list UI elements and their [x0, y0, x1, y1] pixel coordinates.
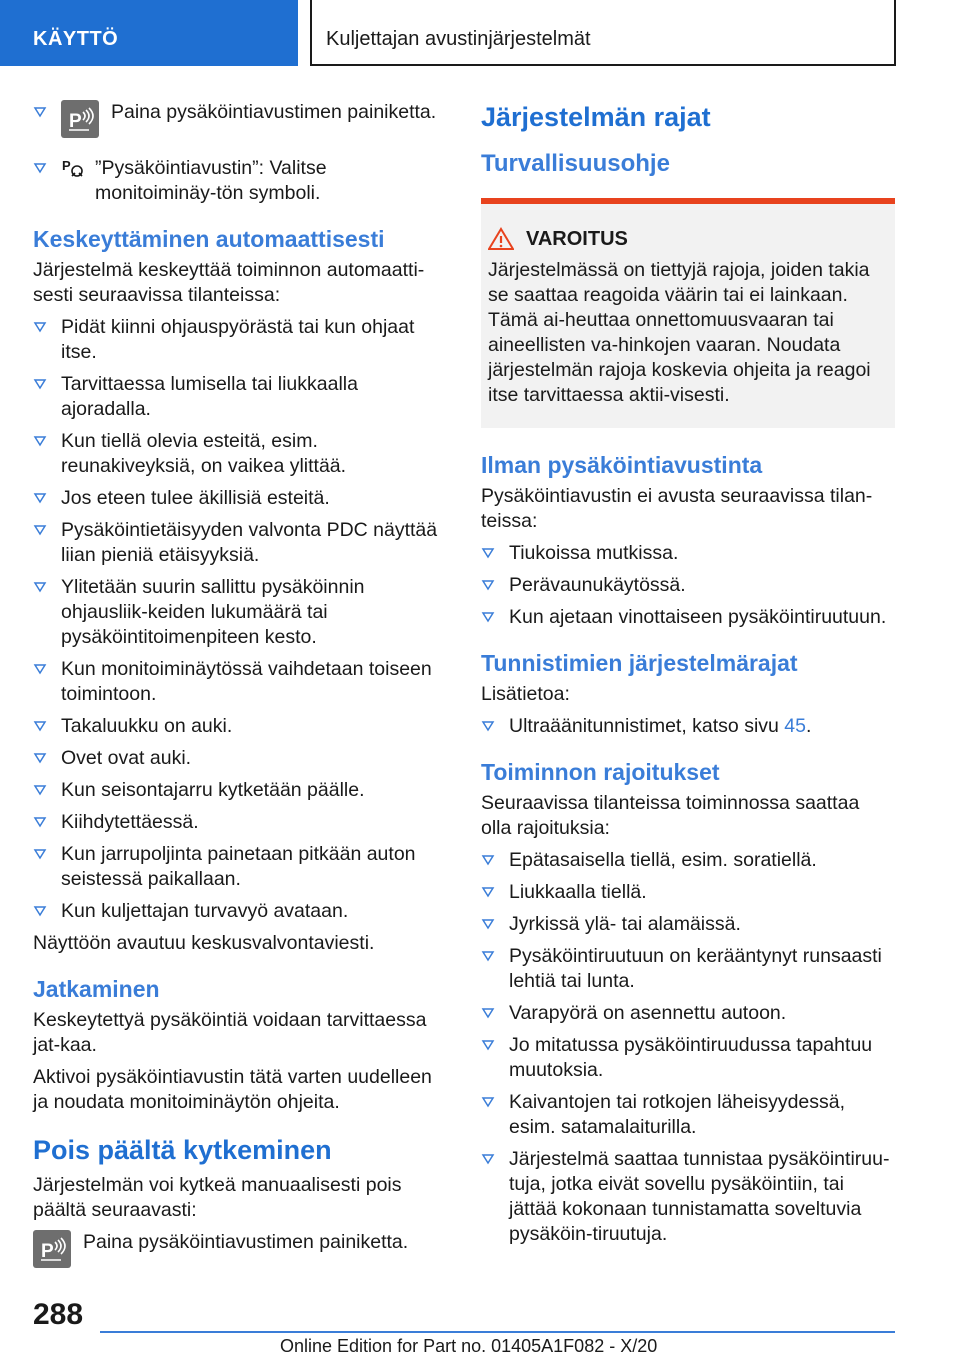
paragraph: Lisätietoa: [481, 683, 570, 705]
triangle-bullet-icon [33, 659, 47, 679]
list-item [33, 429, 447, 479]
list-item [33, 842, 447, 892]
list-item-text: ”Pysäköintiavustin”: Valitse monitoiminäy-tön symboli. [95, 157, 327, 204]
list-item-text: Varapyörä on asennettu autoon. [509, 1002, 787, 1024]
step-text: Paina pysäköintiavustimen painiketta. [83, 1231, 409, 1253]
list-item-text: Pysäköintietäisyyden valvonta PDC näyttää liian pieniä etäisyyksiä. [61, 519, 438, 566]
list-item [33, 156, 447, 206]
triangle-bullet-icon [481, 1035, 495, 1055]
list-item [33, 486, 447, 511]
list-item [33, 518, 447, 568]
list-item [33, 372, 447, 422]
heading-system-limits: Järjestelmän rajat [481, 102, 711, 132]
list-item [481, 880, 895, 905]
list-item [33, 746, 447, 771]
list-item [33, 714, 447, 739]
list-item [481, 1033, 895, 1083]
paragraph: Keskeytettyä pysäköintiä voidaan tarvittaessa jat-kaa. [33, 1009, 427, 1056]
triangle-bullet-icon [33, 431, 47, 451]
warning-box [481, 198, 895, 428]
triangle-bullet-icon [33, 716, 47, 736]
list-item [33, 778, 447, 803]
triangle-bullet-icon [481, 543, 495, 563]
triangle-bullet-icon [33, 158, 47, 178]
warning-title [488, 226, 887, 252]
list-item [33, 315, 447, 365]
list-item-text: Kiihdytettäessä. [61, 811, 199, 833]
list-item-text: Ultraäänitunnistimet, katso sivu [509, 715, 785, 737]
list-item-text: Järjestelmä saattaa tunnistaa pysäköintiruu-tuja, jotka eivät sovellu pysäköintiin, tai jättää kokonaan tunnistamatta soveltuvia pysäköin-tiruutuja. [509, 1148, 890, 1245]
list-item [481, 912, 895, 937]
triangle-bullet-icon [33, 520, 47, 540]
triangle-bullet-icon [481, 716, 495, 736]
list-item-text: Kun ajetaan vinottaiseen pysäköintiruutuun. [509, 606, 887, 628]
list-item [33, 575, 447, 650]
list-item-text: Paina pysäköintiavustimen painiketta. [111, 101, 437, 123]
heading-safety: Turvallisuusohje [481, 150, 670, 177]
section-tab [0, 0, 298, 66]
list-item-text: Takaluukku on auki. [61, 715, 233, 737]
list-item-text: Jos eteen tulee äkillisiä esteitä. [61, 487, 330, 509]
list-item [33, 100, 447, 138]
section-label: KÄYTTÖ [33, 28, 119, 50]
list-item-text: Ovet ovat auki. [61, 747, 192, 769]
right-column [481, 100, 895, 1254]
heading-interrupt: Keskeyttäminen automaattisesti [33, 226, 385, 252]
list-item-text: Perävaunukäytössä. [509, 574, 686, 596]
list-item-text: Kun monitoiminäytössä vaihdetaan toiseen toimintoon. [61, 658, 432, 705]
triangle-bullet-icon [33, 577, 47, 597]
triangle-bullet-icon [481, 1003, 495, 1023]
list-item-text: Kun seisontajarru kytketään päälle. [61, 779, 365, 801]
heading-continue: Jatkaminen [33, 976, 160, 1002]
interrupt-list [33, 315, 447, 924]
heading-switch-off: Pois päältä kytkeminen [33, 1135, 332, 1165]
triangle-bullet-icon [481, 946, 495, 966]
list-item [481, 1147, 895, 1247]
list-item-text: Kun tiellä olevia esteitä, esim. reunakiveyksiä, on vaikea ylittää. [61, 430, 347, 477]
paragraph: Järjestelmä keskeyttää toiminnon automaatti-sesti seuraavissa tilanteissa: [33, 259, 425, 306]
page-link[interactable]: 45 [784, 715, 806, 737]
park-assist-button-icon [61, 100, 99, 138]
switch-off-step [33, 1230, 447, 1268]
warning-text: Järjestelmässä on tiettyjä rajoja, joiden takia se saattaa reagoida väärin tai ei lainkaan. Tämä ai-heuttaa onnettomuusvaaran tai aineellisten va-hinkojen vaaran. Noudata järjestelmän rajoja koskevia ohjeita ja reagoi itse tarvittaessa aktii-visesti. [488, 259, 871, 406]
triangle-bullet-icon [33, 780, 47, 800]
edition-text: Online Edition for Part no. 01405A1F082 - X/20 [280, 1336, 658, 1356]
paragraph: Aktivoi pysäköintiavustin tätä varten uudelleen ja noudata monitoiminäytön ohjeita. [33, 1066, 432, 1113]
triangle-bullet-icon [33, 488, 47, 508]
list-item-text: Tiukoissa mutkissa. [509, 542, 679, 564]
paragraph: Näyttöön avautuu keskusvalvontaviesti. [33, 932, 375, 954]
left-column [33, 100, 447, 1268]
paragraph: Pysäköintiavustin ei avusta seuraavissa tilan-teissa: [481, 485, 873, 532]
svg-text:P: P [69, 111, 82, 132]
park-assist-symbol-icon [61, 156, 87, 180]
without-list [481, 541, 895, 630]
list-item-text: Jo mitatussa pysäköintiruudussa tapahtuu muutoksia. [509, 1034, 873, 1081]
page-number: 288 [33, 1298, 84, 1331]
list-item-text: Liukkaalla tiellä. [509, 881, 647, 903]
function-list [481, 848, 895, 1247]
triangle-bullet-icon [33, 844, 47, 864]
paragraph: Järjestelmän voi kytkeä manuaalisesti pois päältä seuraavasti: [33, 1174, 402, 1221]
triangle-bullet-icon [481, 607, 495, 627]
warning-triangle-icon [488, 227, 514, 251]
triangle-bullet-icon [481, 1092, 495, 1112]
triangle-bullet-icon [33, 317, 47, 337]
chapter-tab [310, 0, 896, 66]
list-item [481, 944, 895, 994]
triangle-bullet-icon [33, 102, 47, 122]
list-item [481, 848, 895, 873]
triangle-bullet-icon [481, 850, 495, 870]
list-item [481, 714, 895, 739]
triangle-bullet-icon [33, 812, 47, 832]
triangle-bullet-icon [481, 575, 495, 595]
list-item-text: Kun kuljettajan turvavyö avataan. [61, 900, 349, 922]
list-item [33, 657, 447, 707]
list-item-end: . [806, 715, 812, 737]
list-item [33, 810, 447, 835]
svg-text:P: P [41, 1241, 54, 1262]
list-item-text: Kaivantojen tai rotkojen läheisyydessä, esim. satamalaiturilla. [509, 1091, 846, 1138]
list-item-text: Tarvittaessa lumisella tai liukkaalla ajoradalla. [61, 373, 358, 420]
footer-divider [100, 1331, 895, 1333]
chapter-label: Kuljettajan avustinjärjestelmät [326, 28, 591, 50]
paragraph: Seuraavissa tilanteissa toiminnossa saattaa olla rajoituksia: [481, 792, 860, 839]
list-item-text: Pidät kiinni ohjauspyörästä tai kun ohjaat itse. [61, 316, 415, 363]
triangle-bullet-icon [481, 914, 495, 934]
list-item [481, 1001, 895, 1026]
page-header [0, 0, 960, 66]
list-item [481, 605, 895, 630]
list-item-text: Kun jarrupoljinta painetaan pitkään auton seistessä paikallaan. [61, 843, 416, 890]
triangle-bullet-icon [33, 374, 47, 394]
triangle-bullet-icon [33, 748, 47, 768]
list-item [481, 1090, 895, 1140]
park-assist-button-icon [33, 1230, 71, 1268]
triangle-bullet-icon [33, 901, 47, 921]
list-item-text: Jyrkissä ylä- tai alamäissä. [509, 913, 741, 935]
list-item-text: Epätasaisella tiellä, esim. soratiellä. [509, 849, 817, 871]
svg-text:P: P [62, 158, 71, 173]
warning-title-text: VAROITUS [526, 228, 628, 250]
heading-without-assist: Ilman pysäköintiavustinta [481, 452, 763, 478]
list-item [481, 573, 895, 598]
list-item-text: Pysäköintiruutuun on kerääntynyt runsaasti lehtiä tai lunta. [509, 945, 882, 992]
list-item [481, 541, 895, 566]
list-item [33, 899, 447, 924]
triangle-bullet-icon [481, 1149, 495, 1169]
triangle-bullet-icon [481, 882, 495, 902]
heading-sensor-limits: Tunnistimien järjestelmärajat [481, 650, 798, 676]
heading-function-limits: Toiminnon rajoitukset [481, 759, 720, 785]
list-item-text: Ylitetään suurin sallittu pysäköinnin ohjausliik-keiden lukumäärä tai pysäköintitoimenpiteen kesto. [61, 576, 365, 648]
